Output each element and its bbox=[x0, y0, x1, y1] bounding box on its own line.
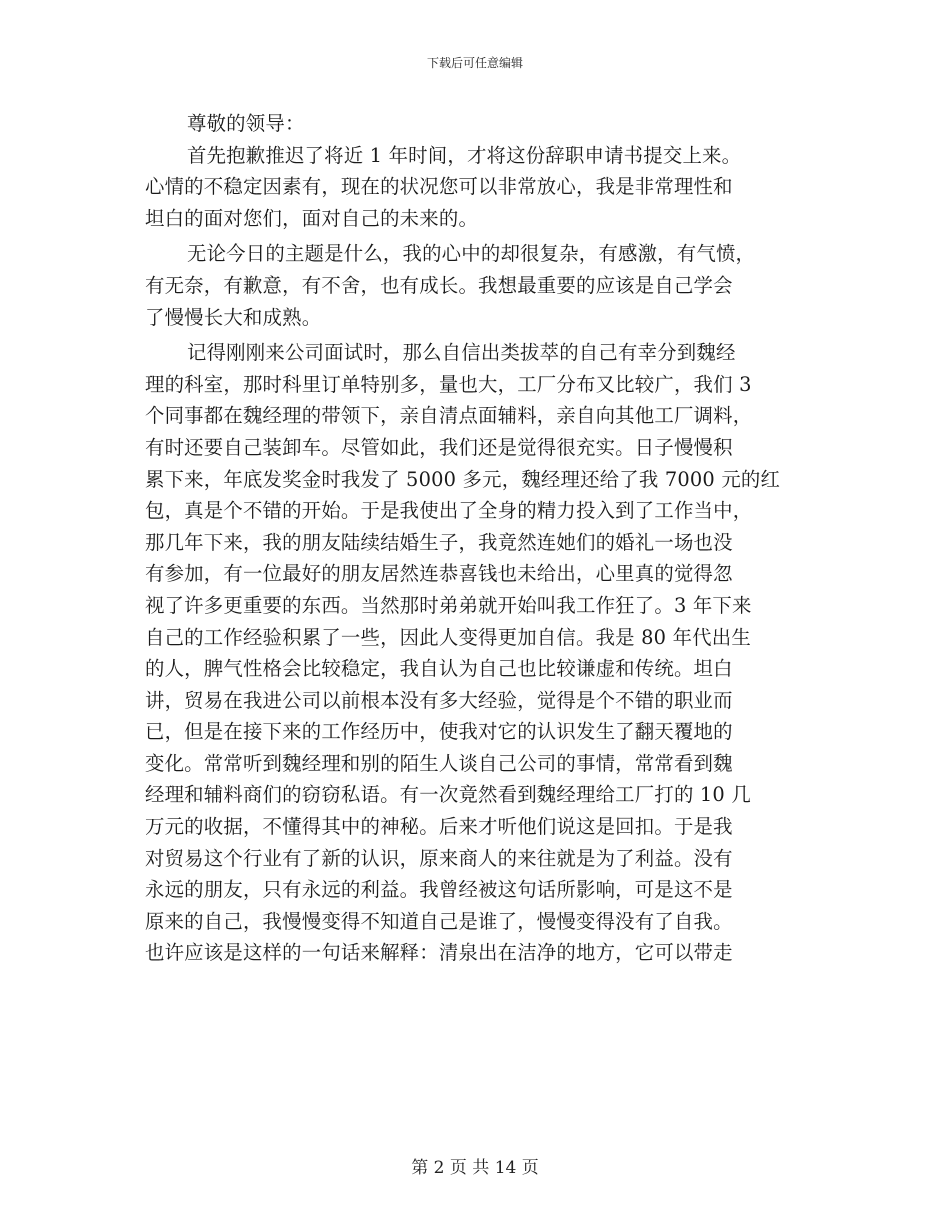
page-footer: 第 2 页 共 14 页 bbox=[411, 1158, 539, 1178]
paragraph-line: 坦白的面对您们，面对自己的未来的。 bbox=[145, 206, 479, 230]
paragraph-line: 无论今日的主题是什么，我的心中的却很复杂，有感激，有气愤， bbox=[187, 242, 756, 266]
paragraph-line: 心情的不稳定因素有，现在的状况您可以非常放心，我是非常理性和 bbox=[145, 175, 733, 199]
paragraph-2 bbox=[145, 238, 795, 333]
letter-body bbox=[145, 108, 795, 969]
paragraph-line: 也许应该是这样的一句话来解释：清泉出在洁净的地方，它可以带走 bbox=[145, 941, 733, 965]
paragraph-line: 累下来，年底发奖金时我发了 5000 多元，魏经理还给了我 7000 元的红 bbox=[145, 467, 781, 491]
page-header: 下载后可任意编辑 bbox=[426, 56, 523, 70]
paragraph-line: 经理和辅料商们的窃窃私语。有一次竟然看到魏经理给工厂打的 10 几 bbox=[145, 783, 751, 807]
paragraph-line: 包，真是个不错的开始。于是我使出了全身的精力投入到了工作当中， bbox=[145, 499, 753, 523]
paragraph-line: 那几年下来，我的朋友陆续结婚生子，我竟然连她们的婚礼一场也没 bbox=[145, 530, 733, 554]
paragraph-line: 变化。常常听到魏经理和别的陌生人谈自己公司的事情，常常看到魏 bbox=[145, 751, 733, 775]
paragraph-line: 理的科室，那时科里订单特别多，量也大，工厂分布又比较广，我们 3 bbox=[145, 372, 752, 396]
paragraph-line: 有时还要自己装卸车。尽管如此，我们还是觉得很充实。日子慢慢积 bbox=[145, 435, 733, 459]
paragraph-line: 记得刚刚来公司面试时，那么自信出类拔萃的自己有幸分到魏经 bbox=[187, 341, 736, 365]
paragraph-line: 了慢慢长大和成熟。 bbox=[145, 305, 322, 329]
paragraph-line: 自己的工作经验积累了一些，因此人变得更加自信。我是 80 年代出生 bbox=[145, 625, 751, 649]
paragraph-line: 万元的收据，不懂得其中的神秘。后来才听他们说这是回扣。于是我 bbox=[145, 815, 733, 839]
paragraph-line: 永远的朋友，只有永远的利益。我曾经被这句话所影响，可是这不是 bbox=[145, 878, 733, 902]
paragraph-line: 的人，脾气性格会比较稳定，我自认为自己也比较谦虚和传统。坦白 bbox=[145, 657, 733, 681]
paragraph-line: 已，但是在接下来的工作经历中，使我对它的认识发生了翻天覆地的 bbox=[145, 720, 733, 744]
paragraph-line: 个同事都在魏经理的带领下，亲自清点面辅料，亲自向其他工厂调料， bbox=[145, 404, 753, 428]
paragraph-line: 首先抱歉推迟了将近 1 年时间，才将这份辞职申请书提交上来。 bbox=[187, 143, 742, 167]
paragraph-3 bbox=[145, 337, 795, 969]
paragraph-1 bbox=[145, 140, 795, 235]
paragraph-line: 有参加，有一位最好的朋友居然连恭喜钱也未给出，心里真的觉得忽 bbox=[145, 562, 733, 586]
salutation: 尊敬的领导： bbox=[187, 112, 305, 135]
paragraph-line: 有无奈，有歉意，有不舍，也有成长。我想最重要的应该是自己学会 bbox=[145, 273, 733, 297]
paragraph-line: 视了许多更重要的东西。当然那时弟弟就开始叫我工作狂了。3 年下来 bbox=[145, 593, 752, 617]
paragraph-line: 对贸易这个行业有了新的认识，原来商人的来往就是为了利益。没有 bbox=[145, 846, 733, 870]
paragraph-line: 讲，贸易在我进公司以前根本没有多大经验，觉得是个不错的职业而 bbox=[145, 688, 733, 712]
paragraph-line: 原来的自己，我慢慢变得不知道自己是谁了，慢慢变得没有了自我。 bbox=[145, 909, 733, 933]
